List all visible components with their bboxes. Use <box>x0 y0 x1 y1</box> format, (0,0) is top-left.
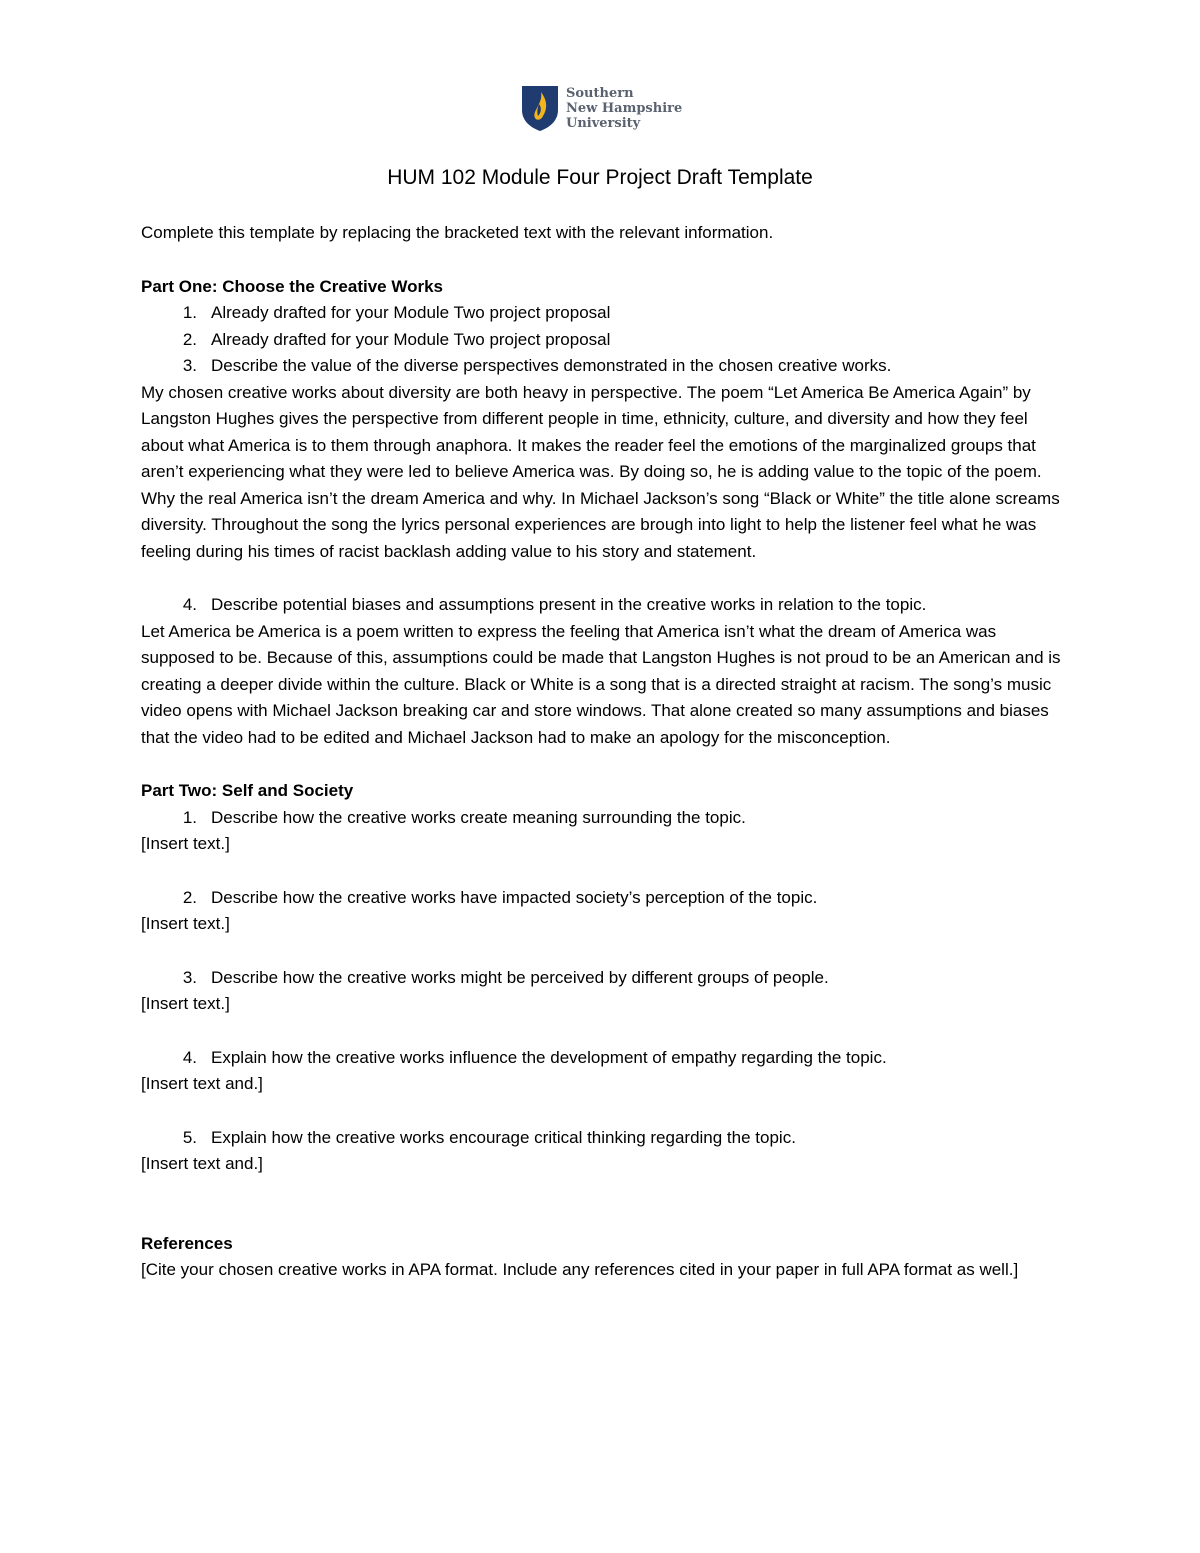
spacer <box>141 1178 1061 1231</box>
logo-line-3: University <box>566 115 641 131</box>
answer-placeholder: [Insert text and.] <box>141 1074 263 1093</box>
shield-flame-icon <box>520 84 560 132</box>
answer-placeholder: [Insert text.] <box>141 914 230 933</box>
logo-line-1: Southern <box>566 85 634 101</box>
spacer <box>141 751 1061 778</box>
item-number: 1. <box>182 303 197 322</box>
list-item <box>141 592 1061 619</box>
item-number: 1. <box>182 807 197 827</box>
spacer <box>141 1098 1061 1125</box>
spacer <box>141 938 1061 965</box>
list-item <box>141 805 1061 832</box>
part-one-heading: Part One: Choose the Creative Works <box>141 276 443 296</box>
intro-text: Complete this template by replacing the bracketed text with the relevant information. <box>141 223 774 242</box>
part-two-heading: Part Two: Self and Society <box>141 781 354 800</box>
item-number: 4. <box>182 1047 197 1067</box>
references-heading: References <box>141 1233 233 1253</box>
item-text: Describe the value of the diverse perspectives demonstrated in the chosen creative works. <box>211 356 892 375</box>
references-text: [Cite your chosen creative works in APA format. Include any references cited in your paper in full APA format as well.] <box>141 1260 1019 1279</box>
item-number: 5. <box>182 1127 197 1147</box>
answer-placeholder: [Insert text.] <box>141 994 230 1013</box>
logo-line-2: New Hampshire <box>566 100 683 116</box>
answer-paragraph-4: Let America be America is a poem written to express the feeling that America isn’t what the dream of America was supposed to be. Because of this, assumptions could be made that Langston Hughes is not proud to be an American and is creating a deeper divide within the culture. Black or White is a song that is a directed straight at racism. The song’s music video opens with Michael Jackson breaking car and store windows. That alone created so many assumptions and biases that the video had to be edited and Michael Jackson had to make an apology for the misconception. <box>141 621 1061 747</box>
university-logo <box>520 84 682 132</box>
list-item <box>141 1125 1061 1152</box>
item-text: Already drafted for your Module Two project proposal <box>211 329 611 349</box>
list-item <box>141 327 1061 354</box>
answer-placeholder: [Insert text.] <box>141 834 230 853</box>
spacer <box>141 1018 1061 1045</box>
part-one-list <box>141 300 1061 380</box>
item-text: Describe how the creative works create meaning surrounding the topic. <box>211 807 746 827</box>
list-item <box>141 353 1061 380</box>
list-item <box>141 300 1061 327</box>
item-text: Already drafted for your Module Two project proposal <box>211 303 611 322</box>
item-text: Explain how the creative works encourage critical thinking regarding the topic. <box>211 1127 796 1147</box>
list-item <box>141 965 1061 992</box>
item-text: Describe potential biases and assumptions present in the creative works in relation to the topic. <box>211 595 927 614</box>
list-item <box>141 1045 1061 1072</box>
answer-paragraph-3: My chosen creative works about diversity are both heavy in perspective. The poem “Let America Be America Again” by Langston Hughes gives the perspective from different people in time, ethnicity, culture, and diversity and how they feel about what America is to them through anaphora. It makes the reader feel the emotions of the marginalized groups that aren’t experiencing what they were led to believe America was. By doing so, he is adding value to the topic of the poem. Why the real America isn’t the dream America and why. In Michael Jackson’s song “Black or White” the title alone screams diversity. Throughout the song the lyrics personal experiences are brough into light to help the listener feel what he was feeling during his times of racist backlash adding value to his story and statement. <box>141 382 1060 561</box>
spacer <box>141 565 1061 592</box>
document-title: HUM 102 Module Four Project Draft Template <box>387 166 813 189</box>
item-text: Describe how the creative works might be perceived by different groups of people. <box>211 967 829 987</box>
item-number: 2. <box>182 329 197 349</box>
document-body <box>141 220 1061 1284</box>
item-text: Explain how the creative works influence the development of empathy regarding the topic. <box>211 1047 887 1067</box>
item-number: 2. <box>182 887 197 907</box>
item-number: 3. <box>182 967 197 987</box>
list-item <box>141 885 1061 912</box>
spacer <box>141 858 1061 885</box>
answer-placeholder: [Insert text and.] <box>141 1154 263 1173</box>
item-number: 3. <box>182 356 197 375</box>
item-text: Describe how the creative works have impacted society’s perception of the topic. <box>211 887 818 907</box>
item-number: 4. <box>182 595 197 614</box>
